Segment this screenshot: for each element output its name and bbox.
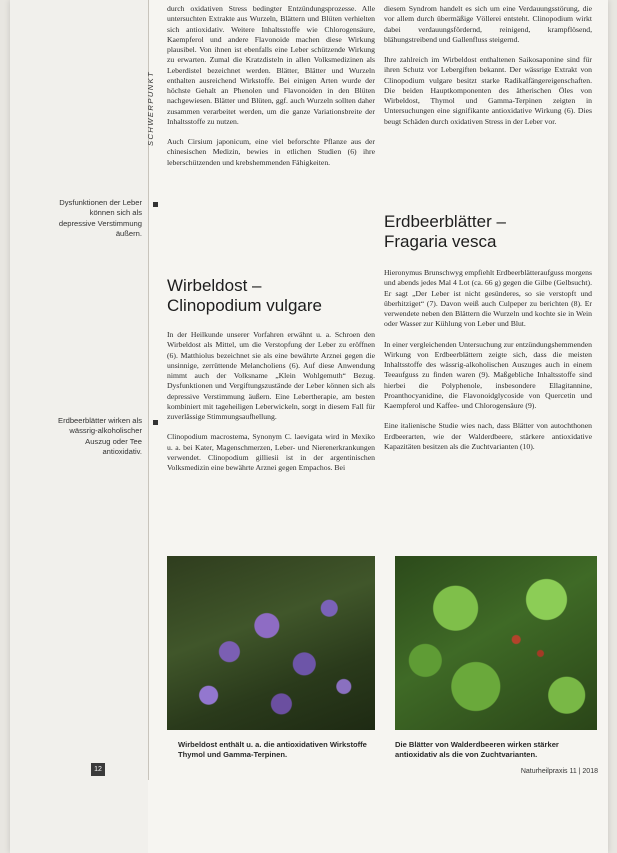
paragraph: In einer vergleichenden Untersuchung zur entzündungshemmenden Wirkung von Erdbeerblättern zeigte sich, dass die meisten Inhaltsstoffe des wässrig-alkoholischen Auszuges auch in einem Teeaufguss zu finden waren (9). Maßgebliche Inhaltsstoffe sind hierbei die Polyphenole, insbesondere Ellagitannine, Proanthocyanidine, die Flavonoidglycoside von Quercetin und Kaempferol und Kaffee- und Chlorogensäure (9). <box>384 339 592 410</box>
side-note-marker <box>153 420 158 425</box>
photo-caption: Wirbeldost enthält u. a. die antioxidativen Wirkstoffe Thymol und Gamma-Terpinen. <box>178 740 367 760</box>
side-note-1: Dysfunktionen der Leber können sich als depressive Verstimmung äußern. <box>58 198 142 238</box>
column-left <box>167 4 375 178</box>
paragraph: Eine italienische Studie wies nach, dass Blätter von autochthonen Erdbeerarten, wie der Walderdbeere, stärkere antioxidative Kapazitäten besitzen als die Zuchtvarianten (10). <box>384 421 592 451</box>
paragraph: In der Heilkunde unserer Vorfahren erwähnt u. a. Schroen den Wirbeldost als Mittel, um die Verstopfung der Leber zu eröffnen (6). Matthiolus bezeichnet sie als eine bewährte Arznei gegen die unsinnige, zerrüttende Melancholiens (6). Auf diese Anwendung nimmt auch der Volksname „Klein Wohlgemuth“ Bezug. Dysfunktionen und Vergiftungszustände der Leber können sich als depressive Verstimmung äußern. Eine Lebertherapie, am besten kombiniert mit tageheiligen Leberwickeln, sorgt in diesem Fall für zuverlässige Stimmungsaufhellung. <box>167 330 375 421</box>
heading-line: Clinopodium vulgare <box>167 296 322 315</box>
paragraph: Auch Cirsium japonicum, eine viel beforschte Pflanze aus der chinesischen Medizin, bewies in etlichen Studien (6) ihre leberschützenden und krebshemmenden Fähigkeiten. <box>167 137 375 167</box>
footer-issue: Naturheilpraxis 11 | 2018 <box>520 768 598 775</box>
section-label: SCHWERPUNKT <box>146 70 155 146</box>
column-left-body <box>167 330 375 483</box>
paragraph: diesem Syndrom handelt es sich um eine Verdauungsstörung, die vor allem durch übermäßige Völlerei entsteht. Clinopodium wirkt dabei verdauungsfördernd, reinigend, krampflösend, blähungstreibend und Gallenfluss steigernd. <box>384 4 592 44</box>
magazine-page <box>10 0 608 853</box>
column-right-body <box>384 268 592 462</box>
heading-line: Erdbeerblätter – <box>384 212 506 231</box>
paragraph: Ihre zahlreich im Wirbeldost enthaltenen Saikosaponine sind für ihren Schutz vor Lebergiften bekannt. Der wässrige Extrakt von Clinopodium vulgare besitzt starke Radikalfängereigenschaften. Die beiden Hauptkomponenten des ätherischen Öles von Wirbeldost, Thymol und Gamma-Terpinen zeigten in Untersuchungen eine signifikante antioxidative Wirkung (6). Dies beugt Schäden durch oxidativen Stress in der Leber vor. <box>384 55 592 126</box>
paragraph: Clinopodium macrostema, Synonym C. laevigata wird in Mexiko u. a. bei Kater, Magenschmerzen, Leber- und Nierenerkrankungen verwendet. Clinopodium gilliesii ist in der argentinischen Volksmedizin eine bewährte Arznei gegen Empachos. Bei <box>167 432 375 472</box>
photo-wirbeldost <box>167 556 375 730</box>
heading-erdbeerblaetter <box>384 212 592 252</box>
heading-wirbeldost <box>167 276 375 316</box>
paragraph: Hieronymus Brunschwyg empfiehlt Erdbeerblätteraufguss morgens und abends jedes Mal 4 Lot (ca. 66 g) gegen die Gilbe (Gelbsucht). Er sagt „Der Leber ist nicht gesünderes, so sie verstopft und überhitziget“ (7). Davon weiß auch Culpeper zu berichten (8). Er verwendete neben den Blättern die Wurzeln und kochte sie in Wein oder Wasser zur Kühlung von Leber und Blut. <box>384 268 592 329</box>
heading-line: Wirbeldost – <box>167 276 262 295</box>
paragraph: durch oxidativen Stress bedingter Entzündungsprozesse. Alle untersuchten Extrakte aus Wurzeln, Blättern und Blüten verhielten sich antioxidativ. Weitere Inhaltsstoffe wie Chlorogensäure, Kaempferol und andere Flavonoide machen diese Wirkung plausibel. Von ihnen ist ebenfalls eine Leber schützende Wirkung zu erwarten. Zumal die Kratzdisteln in allen Volksmedizinen als Leberdistel bezeichnet werden. Blätter, Blätter und Wurzeln enthalten ausreichend Wirkstoffe. Bei einigen Arten wurde der höchste Gehalt an Phenolen und Flavonoiden in den Blüten nachgewiesen. Blätter und Blüten, ggf. auch Wurzeln sollten daher zusammen verarbeitet werden, um die ganze Variationsbreite der Inhaltsstoffe zu nutzen. <box>167 4 375 126</box>
heading-line: Fragaria vesca <box>384 232 497 251</box>
photo-walderdbeere <box>395 556 597 730</box>
page-number: 12 <box>91 763 105 776</box>
photo-caption: Die Blätter von Walderdbeeren wirken stärker antioxidativ als die von Zuchtvarianten. <box>395 740 559 760</box>
column-right <box>384 4 592 137</box>
side-note-2: Erdbeerblätter wirken als wässrig-alkoholischer Auszug oder Tee antioxidativ. <box>58 416 142 456</box>
side-note-marker <box>153 202 158 207</box>
